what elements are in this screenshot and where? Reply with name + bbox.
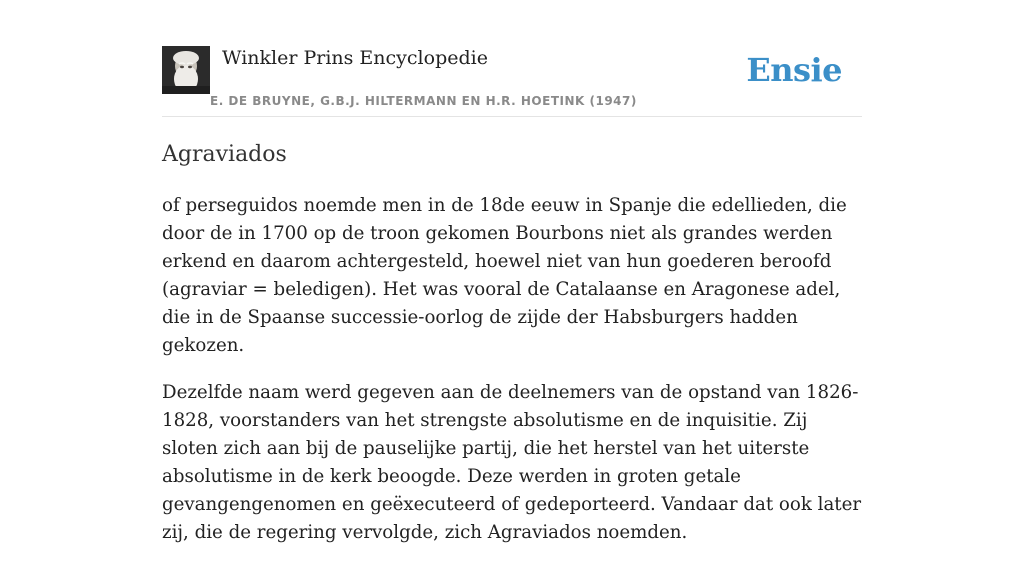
source-title[interactable]: Winkler Prins Encyclopedie bbox=[222, 47, 488, 69]
article-title: Agraviados bbox=[162, 142, 287, 167]
author-avatar[interactable] bbox=[162, 46, 210, 94]
source-header bbox=[162, 46, 862, 117]
article-paragraph: of perseguidos noemde men in de 18de eeuw in Spanje die edellieden, die door de in 1700 op de troon gekomen Bourbons niet als grandes werden erkend en daarom achtergesteld, hoewel niet van hun goederen beroofd (agraviar = beledigen). Het was vooral de Catalaanse en Aragonese adel, die in de Spaanse successie-oorlog de zijde der Habsburgers hadden gekozen. bbox=[162, 195, 847, 356]
author-portrait-image bbox=[162, 46, 210, 94]
ensie-logo-link[interactable]: Ensie bbox=[746, 51, 842, 89]
article-paragraph: Dezelfde naam werd gegeven aan de deelnemers van de opstand van 1826-1828, voorstanders van het strengste absolutisme en de inquisitie. Zij sloten zich aan bij de pauselijke partij, die het herstel van het uiterste absolutisme in de kerk beoogde. Deze werden in groten getale gevangengenomen en geëxecuteerd of gedeporteerd. Vandaar dat ook later zij, die de regering vervolgde, zich Agraviados noemden. bbox=[162, 382, 862, 543]
source-authors: E. DE BRUYNE, G.B.J. HILTERMANN EN H.R. HOETINK (1947) bbox=[210, 94, 637, 108]
article-body bbox=[162, 192, 862, 566]
